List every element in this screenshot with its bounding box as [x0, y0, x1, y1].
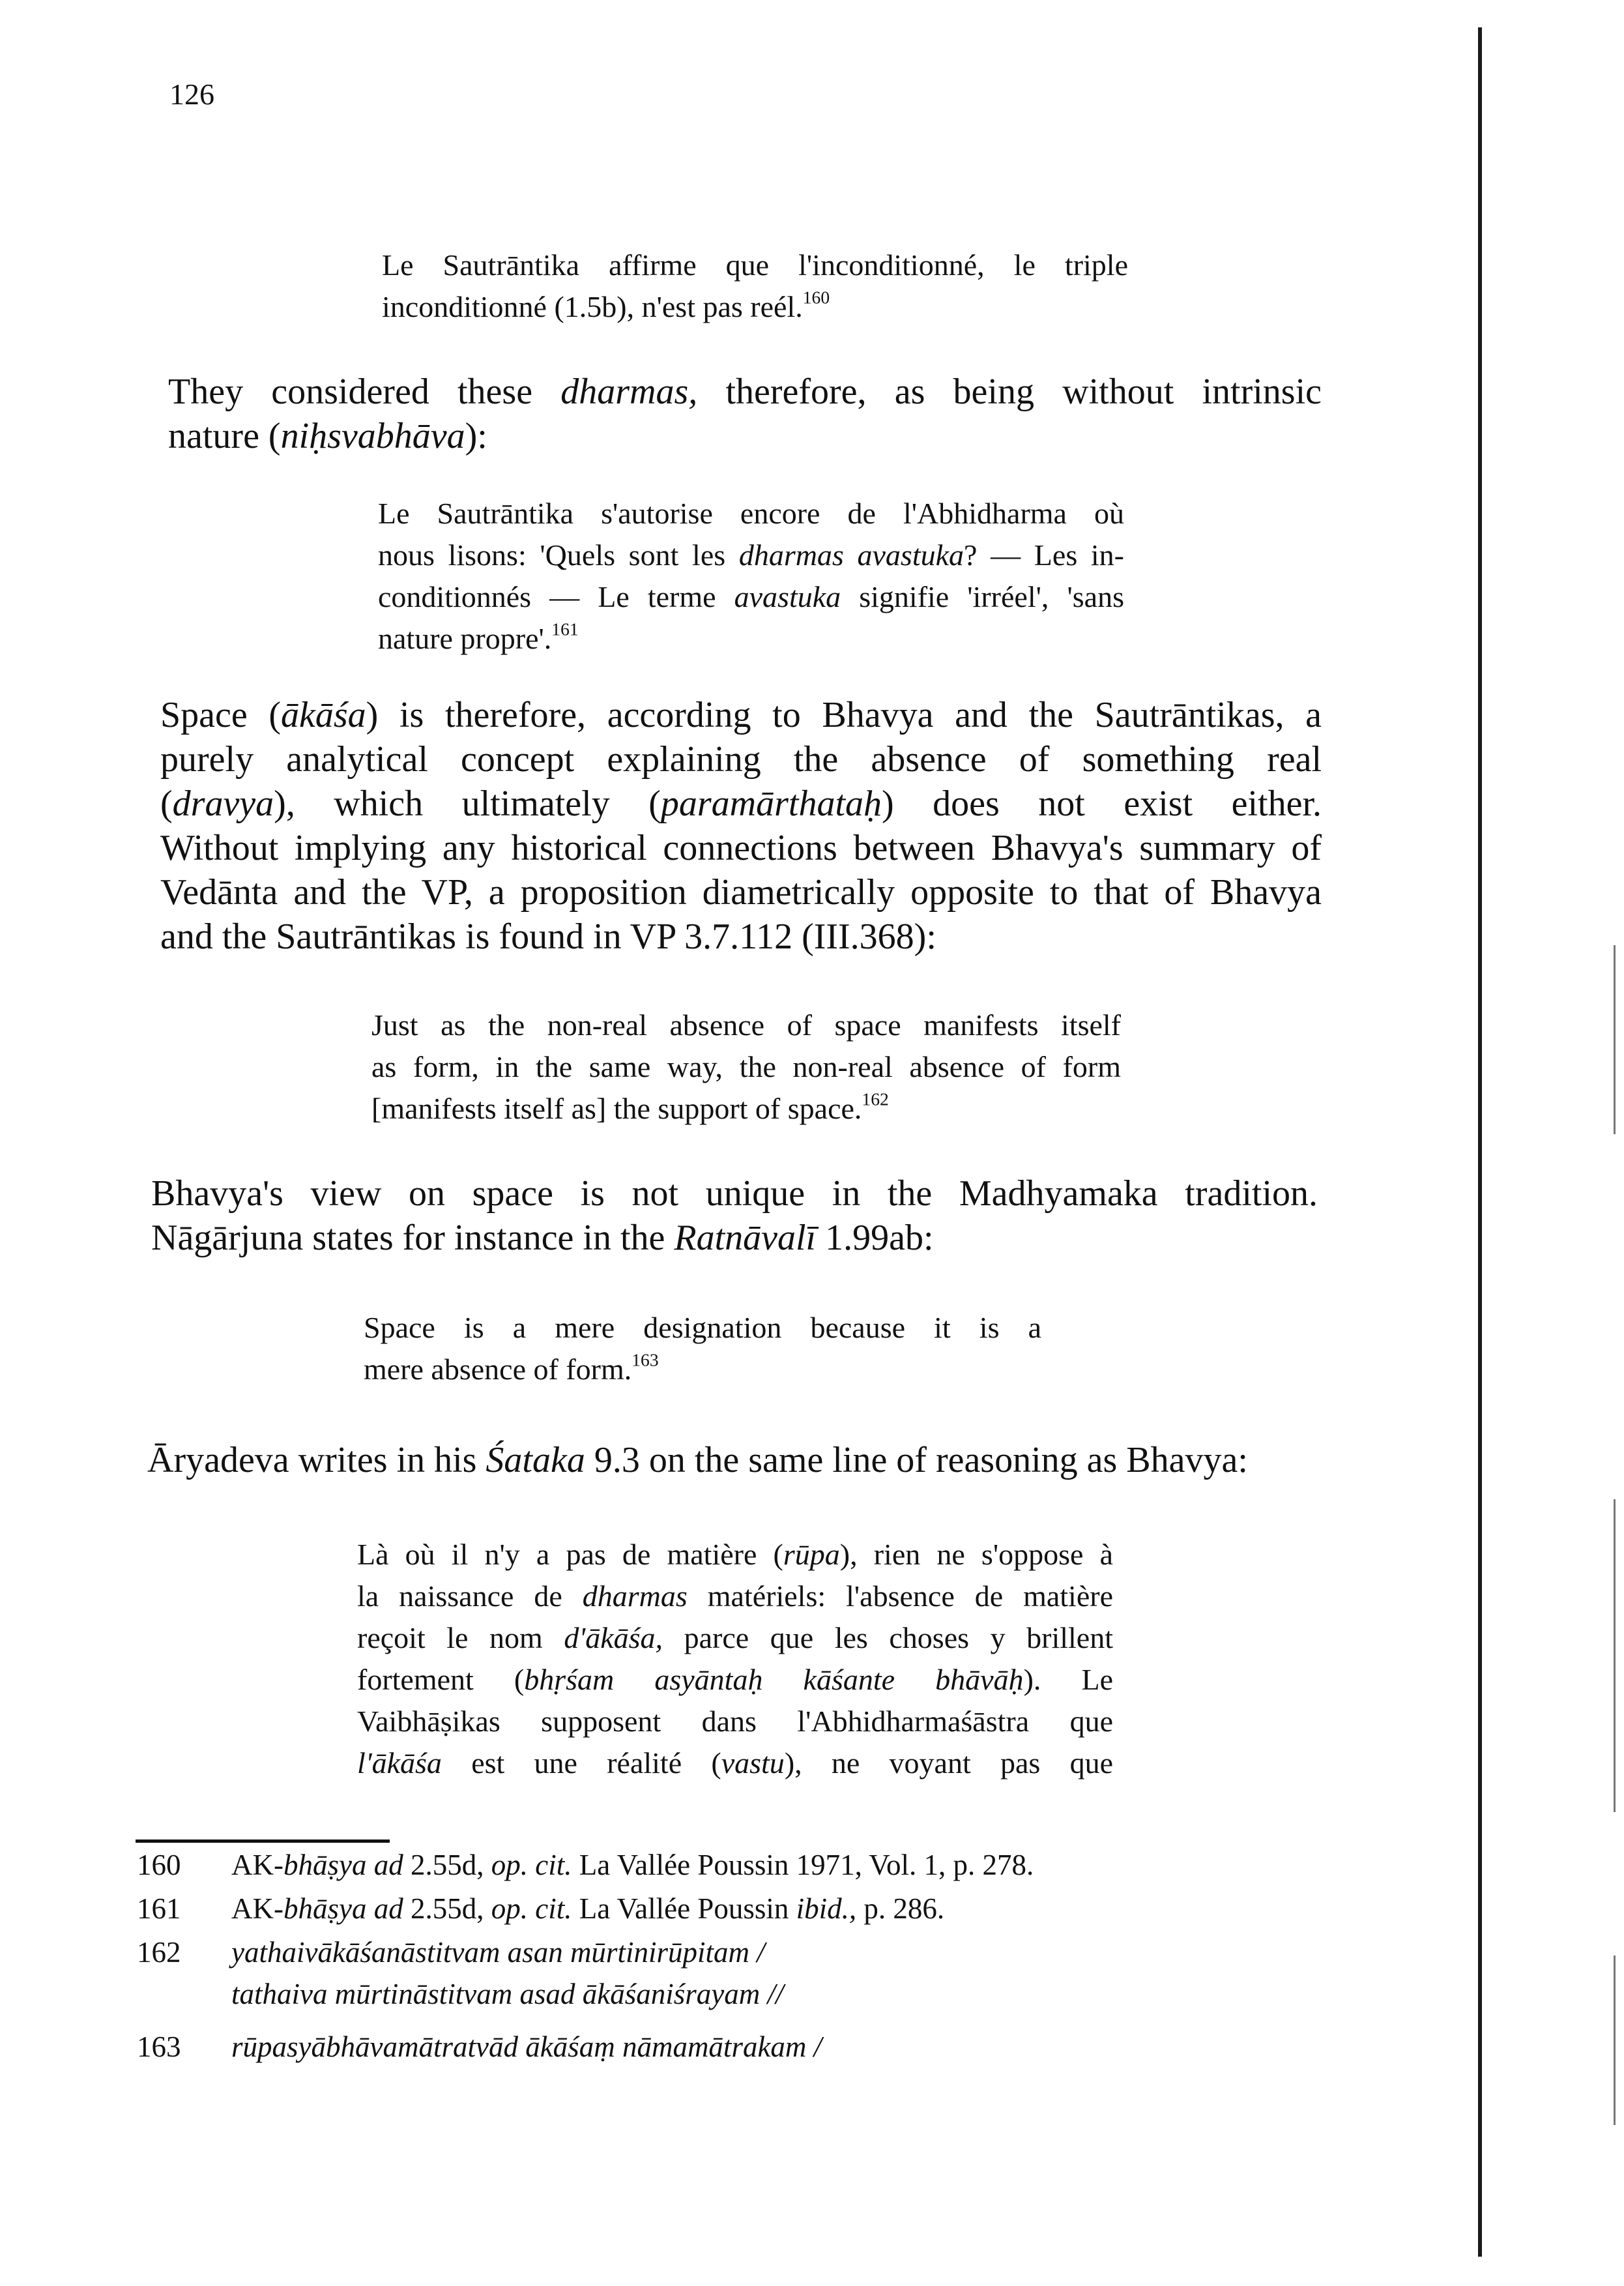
italic-text: l'ākāśa: [357, 1746, 442, 1780]
italic-text: d'ākāśa,: [564, 1621, 663, 1654]
text-run: (: [160, 784, 173, 824]
footnote-marker: 161: [551, 619, 579, 639]
text-line: [357, 1534, 1113, 1575]
text-run: nature propre'.: [378, 622, 552, 655]
text-line: [378, 493, 1124, 535]
footnote-marker: 162: [862, 1089, 889, 1109]
text-line: [382, 244, 1128, 286]
text-run: purely analytical concept explaining the absence of something real: [160, 739, 1322, 780]
paragraph-1: [168, 370, 1322, 458]
paragraph-2: [160, 693, 1322, 959]
footnote-text: [231, 1976, 784, 2012]
text-line: [168, 414, 1322, 458]
text-run: 2.55d,: [403, 1849, 491, 1881]
text-run: Without implying any historical connections between Bhavya's summary of: [160, 828, 1322, 868]
text-run: la naissance de: [357, 1579, 583, 1613]
text-run: nous lisons: 'Quels sont les: [378, 538, 739, 572]
quote-block-5: [357, 1534, 1113, 1784]
footnote-number: 162: [137, 1936, 181, 1969]
text-run: conditionnés — Le terme: [378, 580, 734, 613]
text-run: Le Sautrāntika s'autorise encore de l'Abhidharma où: [378, 497, 1124, 530]
text-line: [160, 826, 1322, 870]
binding-edge-line: [1478, 27, 1482, 2257]
italic-text: bhṛśam asyāntaḥ kāśante bhāvāḥ: [524, 1663, 1024, 1696]
footnote-number: 160: [137, 1849, 181, 1881]
italic-text: avastuka: [734, 580, 841, 613]
text-run: ) does not exist either.: [882, 784, 1322, 824]
text-run: La Vallée Poussin 1971, Vol. 1, p. 278.: [572, 1849, 1034, 1881]
quote-block-4: [364, 1307, 1041, 1390]
text-line: [378, 576, 1124, 618]
italic-text: bhāṣya ad: [283, 1892, 403, 1925]
italic-text: tathaiva mūrtināstitvam asad ākāśaniśrayam //: [231, 1978, 784, 2010]
text-line: [160, 737, 1322, 782]
quote-block-1: [382, 244, 1128, 328]
scan-edge-mark: [1614, 1499, 1616, 1812]
footnote-number: 161: [137, 1892, 181, 1925]
italic-text: rūpasyābhāvamātratvād ākāśaṃ nāmamātrakam /: [231, 2030, 822, 2063]
text-run: Vaibhāṣikas supposent dans l'Abhidharmaśāstra que: [357, 1705, 1113, 1738]
footnote-rule: [136, 1839, 390, 1843]
italic-text: Śataka: [486, 1440, 585, 1480]
text-line: [378, 535, 1124, 576]
italic-text: dharmas: [582, 1579, 688, 1613]
paragraph-3: [151, 1171, 1318, 1260]
footnote-text: [231, 1847, 1034, 1883]
text-run: parce que les choses y brillent: [663, 1621, 1113, 1654]
text-run: AK-: [231, 1849, 283, 1881]
text-run: Vedānta and the VP, a proposition diametrically opposite to that of Bhavya: [160, 872, 1322, 913]
text-line: [378, 618, 1124, 660]
italic-text: yathaivākāśanāstitvam asan mūrtinirūpitam /: [231, 1936, 765, 1969]
text-run: ), which ultimately (: [274, 784, 661, 824]
text-run: ), rien ne s'oppose à: [839, 1538, 1113, 1571]
text-line: [364, 1307, 1041, 1349]
text-run: Just as the non-real absence of space manifests itself: [371, 1008, 1121, 1042]
text-run: Space (: [160, 695, 282, 735]
text-run: Bhavya's view on space is not unique in the Madhyamaka tradition.: [151, 1173, 1318, 1214]
page-number: 126: [169, 78, 214, 111]
text-line: [382, 286, 1128, 328]
text-run: ). Le: [1023, 1663, 1113, 1696]
text-run: and the Sautrāntikas is found in VP 3.7.112 (III.368):: [160, 916, 936, 957]
text-run: fortement (: [357, 1663, 525, 1696]
italic-text: niḥsvabhāva: [280, 416, 465, 456]
text-run: AK-: [231, 1892, 283, 1925]
text-line: [357, 1617, 1113, 1659]
italic-text: dravya: [172, 784, 274, 824]
text-line: [364, 1349, 1041, 1390]
text-line: [168, 370, 1322, 414]
italic-text: rūpa: [783, 1538, 840, 1571]
italic-text: bhāṣya ad: [283, 1849, 403, 1881]
paragraph-4: [147, 1438, 1294, 1482]
footnote-text: [231, 1890, 944, 1927]
text-run: ? — Les in-: [964, 538, 1124, 572]
text-line: [357, 1575, 1113, 1617]
italic-text: paramārthataḥ: [660, 784, 882, 824]
italic-text: op. cit.: [491, 1892, 572, 1925]
text-line: [357, 1701, 1113, 1742]
text-line: [371, 1004, 1121, 1046]
text-run: inconditionné (1.5b), n'est pas reél.: [382, 290, 803, 323]
italic-text: ākāśa: [281, 695, 366, 735]
text-line: [147, 1438, 1294, 1482]
italic-text: dharmas avastuka: [738, 538, 964, 572]
text-run: ):: [465, 416, 487, 456]
text-line: [371, 1088, 1121, 1130]
text-line: [160, 870, 1322, 915]
quote-block-2: [378, 493, 1124, 660]
italic-text: vastu: [721, 1746, 785, 1780]
scan-edge-mark: [1614, 1956, 1616, 2125]
text-run: as form, in the same way, the non-real absence of form: [371, 1050, 1121, 1083]
text-run: mere absence of form.: [364, 1353, 632, 1386]
text-line: [357, 1659, 1113, 1701]
footnote-text: [231, 1934, 765, 1971]
text-run: ) is therefore, according to Bhavya and the Sautrāntikas, a: [366, 695, 1322, 735]
text-run: They considered these: [168, 372, 561, 412]
italic-text: op. cit.: [491, 1849, 572, 1881]
text-run: matériels: l'absence de matière: [687, 1579, 1113, 1613]
text-run: Nāgārjuna states for instance in the: [151, 1218, 674, 1258]
text-run: 1.99ab:: [816, 1218, 934, 1258]
text-line: [151, 1216, 1318, 1260]
text-run: Le Sautrāntika affirme que l'inconditionné, le triple: [382, 248, 1128, 282]
italic-text: dharmas,: [560, 372, 698, 412]
text-run: 9.3 on the same line of reasoning as Bhavya:: [585, 1440, 1248, 1480]
text-run: nature (: [168, 416, 281, 456]
footnote-number: 163: [137, 2030, 181, 2063]
text-line: [151, 1171, 1318, 1216]
text-run: p. 286.: [856, 1892, 945, 1925]
text-run: La Vallée Poussin: [572, 1892, 796, 1925]
footnote-marker: 160: [802, 287, 830, 308]
text-line: [371, 1046, 1121, 1088]
footnote-marker: 163: [631, 1349, 659, 1370]
footnote-text: [231, 2029, 822, 2065]
text-run: [manifests itself as] the support of space.: [371, 1092, 862, 1125]
italic-text: Ratnāvalī: [674, 1218, 817, 1258]
text-line: [160, 693, 1322, 737]
text-run: reçoit le nom: [357, 1621, 564, 1654]
text-run: Space is a mere designation because it is a: [364, 1311, 1041, 1344]
italic-text: ibid.,: [796, 1892, 857, 1925]
text-run: Āryadeva writes in his: [147, 1440, 486, 1480]
scan-edge-mark: [1614, 945, 1616, 1134]
text-run: Là où il n'y a pas de matière (: [357, 1538, 783, 1571]
text-line: [357, 1742, 1113, 1784]
text-run: signifie 'irréel', 'sans: [841, 580, 1124, 613]
text-line: [160, 782, 1322, 826]
text-run: ), ne voyant pas que: [784, 1746, 1113, 1780]
text-run: est une réalité (: [441, 1746, 721, 1780]
text-run: 2.55d,: [403, 1892, 491, 1925]
text-run: therefore, as being without intrinsic: [697, 372, 1322, 412]
quote-block-3: [371, 1004, 1121, 1130]
text-line: [160, 915, 1322, 959]
